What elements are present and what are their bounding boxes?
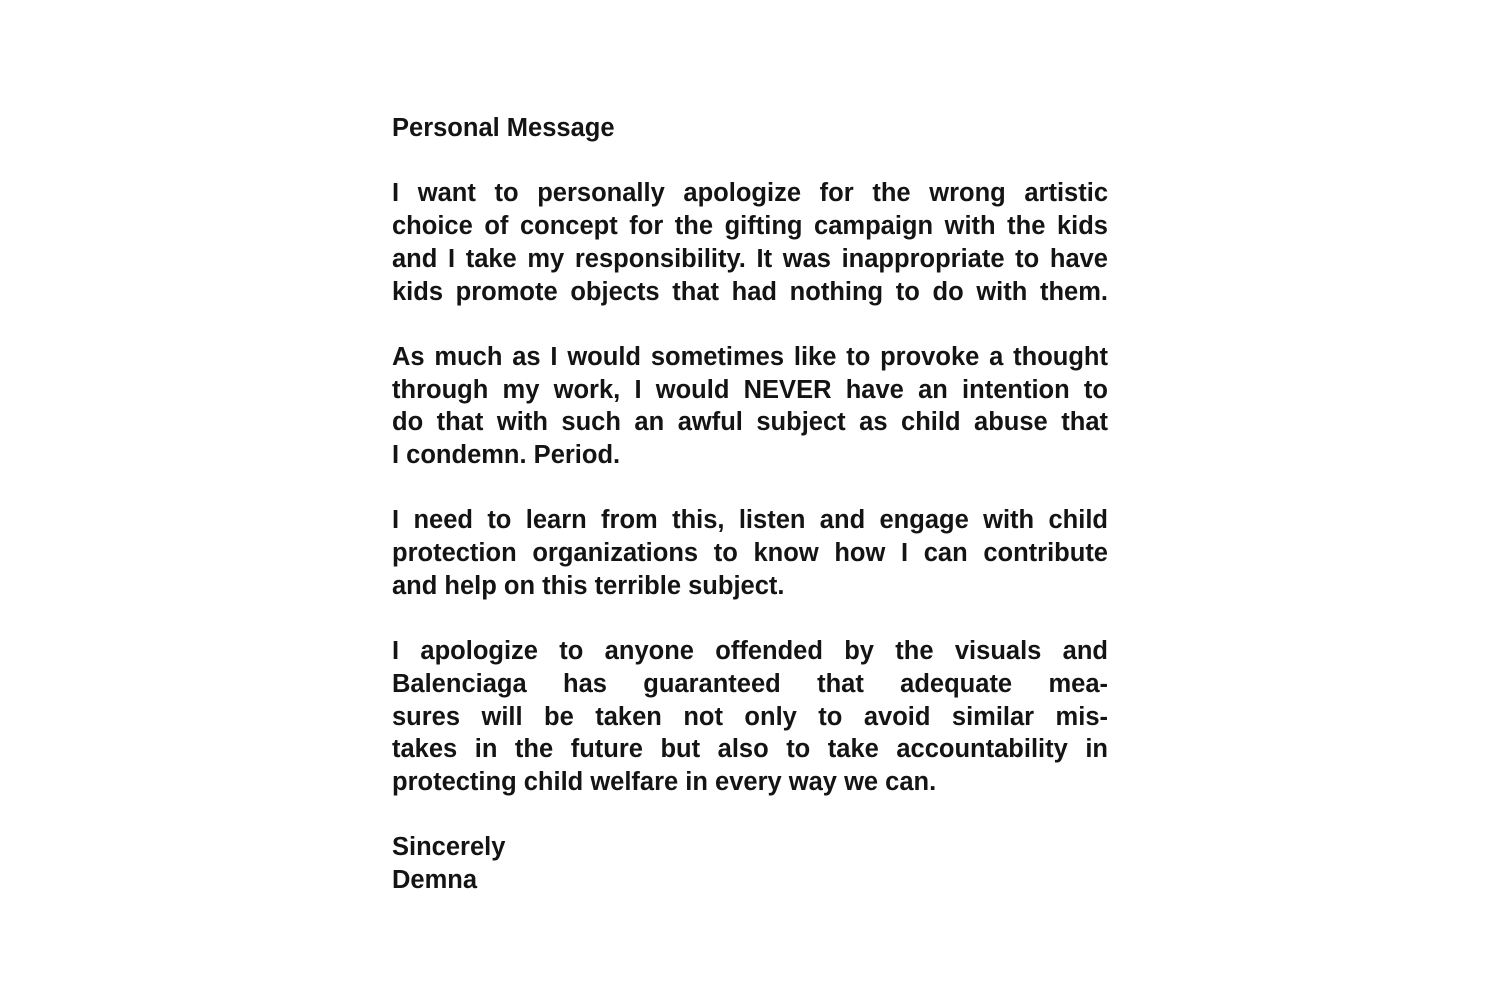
paragraph-learning: [392, 504, 1108, 602]
text-line: through my work, I would NEVER have an intention to: [392, 375, 1108, 404]
text-line: I need to learn from this, listen and engage with child: [392, 506, 1108, 535]
text-line: As much as I would sometimes like to provoke a thought: [392, 342, 1108, 371]
closing: Sincerely: [392, 833, 506, 862]
signoff: [392, 831, 1108, 896]
text-line: I condemn. Period.: [392, 441, 621, 469]
text-line: protecting child welfare in every way we can.: [392, 768, 937, 796]
paragraph-apology: [392, 177, 1108, 308]
text-line: kids promote objects that had nothing to do with them.: [392, 277, 1108, 306]
text-line: sures will be taken not only to avoid similar mis-: [392, 702, 1108, 731]
text-line: choice of concept for the gifting campaign with the kids: [392, 212, 1108, 241]
paragraph-accountability: [392, 635, 1108, 799]
text-line: protection organizations to know how I can contribute: [392, 539, 1108, 568]
text-line: I apologize to anyone offended by the visuals and: [392, 637, 1108, 666]
paragraph-intention: [392, 341, 1108, 472]
text-line: takes in the future but also to take accountability in: [392, 735, 1108, 764]
text-line: and I take my responsibility. It was inappropriate to have: [392, 244, 1108, 273]
text-line: and help on this terrible subject.: [392, 571, 785, 600]
signature: Demna: [392, 866, 478, 895]
text-line: Balenciaga has guaranteed that adequate mea-: [392, 669, 1108, 698]
text-line: I want to personally apologize for the wrong artistic: [392, 179, 1108, 208]
apology-letter: [392, 112, 1108, 897]
text-line: do that with such an awful subject as child abuse that: [392, 408, 1108, 437]
letter-title: Personal Message: [392, 114, 615, 142]
